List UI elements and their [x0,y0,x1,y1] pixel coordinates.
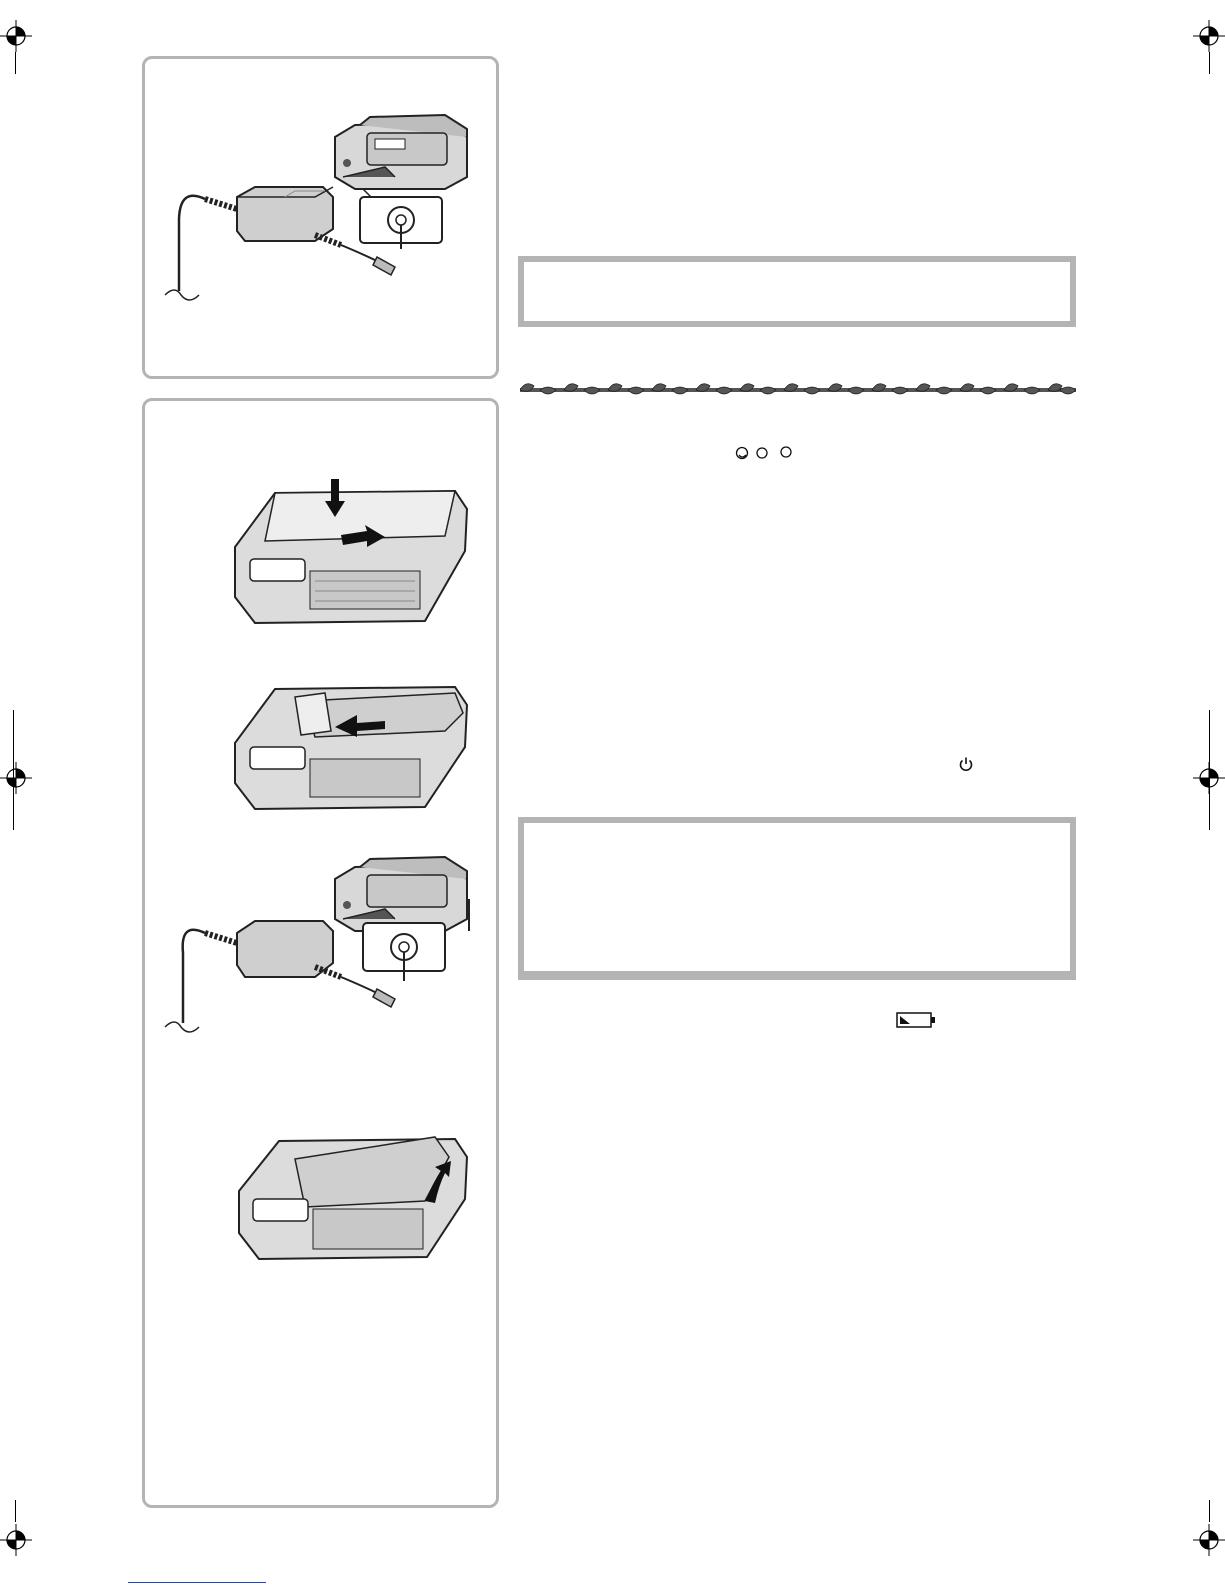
registration-mark-top-right [1193,20,1225,52]
battery-installation-panel [142,398,499,1508]
battery-installation-illustration [145,401,496,1505]
middle-note-box [518,817,1076,977]
ac-adaptor-illustration [145,59,496,376]
footer-underline [128,1582,266,1583]
registration-mark-top-left [0,20,32,52]
top-note-box [518,256,1076,327]
crop-line-top-right-v [1209,52,1210,74]
power-cord-icon [165,196,205,300]
step-insert-battery [235,687,467,809]
crop-line-bottom-left-v [15,1500,16,1522]
crop-line-top-left-v [15,52,16,74]
battery-level-icon [896,1011,938,1029]
registration-mark-mid-left [0,762,32,794]
mode-dial-icon [734,444,796,462]
dc-jack-icon [360,189,442,249]
crop-line-mid-right-v [1209,710,1210,830]
camera-icon [335,115,467,189]
step-lift-battery-out [239,1137,467,1259]
decorative-vine-divider [520,378,1076,402]
power-symbol-icon [958,756,974,772]
ac-adaptor-panel [142,56,499,379]
registration-mark-bottom-left [0,1524,32,1556]
middle-note-underline [518,977,1076,980]
step-connect-adaptor [165,857,469,1032]
registration-mark-bottom-right [1193,1524,1225,1556]
step-slide-cover-open [235,479,467,623]
crop-line-bottom-right-v [1209,1500,1210,1522]
crop-line-mid-left-v [13,710,14,830]
